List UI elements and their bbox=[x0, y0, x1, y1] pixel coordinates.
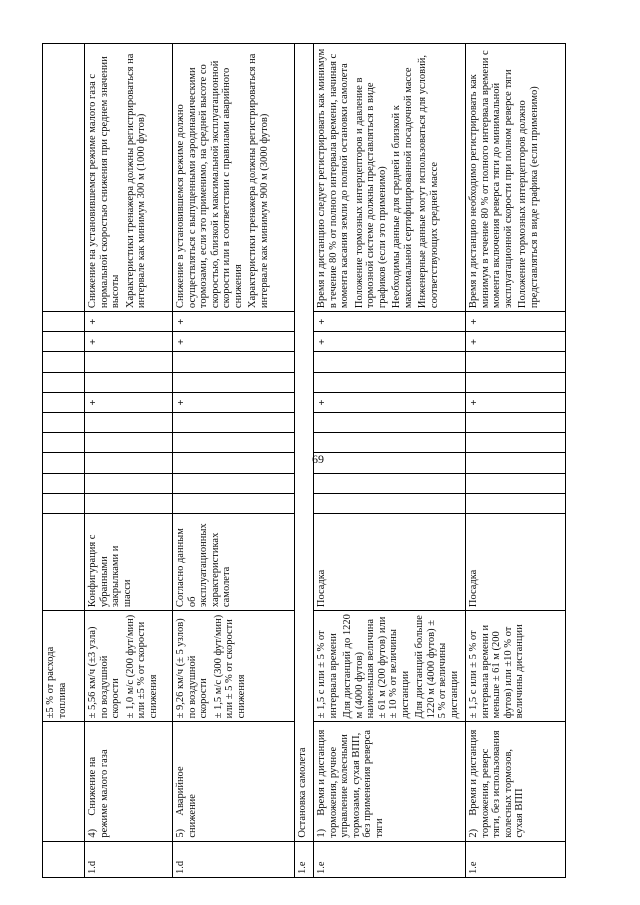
comment-text: Время и дистанцию следует регистрировать как минимум в течение 80 % от полного интервала времени, начиная с момента касания земли до полной остановки самолета bbox=[316, 48, 350, 309]
comment-text: Положение тормозных интерцепторов должно представляться в виде графика (если применимо) bbox=[517, 86, 540, 309]
comment-text: Положение тормозных интерцепторов и давление в тормозной системе должны представляться в виде графиков (если это применимо) bbox=[353, 77, 388, 309]
comment-cell bbox=[314, 44, 466, 312]
tolerance-cell bbox=[173, 611, 295, 722]
code-cell: 1.e bbox=[466, 841, 566, 877]
tolerance-text: ± 1,5 с или ± 5 % от интервала времени и меньше ± 61 м (200 футов) или ±10 % от величины дистанции bbox=[468, 624, 525, 719]
code-cell: 1.d bbox=[173, 841, 295, 877]
item-number: 5) bbox=[175, 828, 186, 838]
table-row bbox=[85, 44, 173, 878]
comment-text: Время и дистанцию необходимо регистрировать как минимум в течение 80 % от полного интервала времени с момента включения реверса тяги до минимальной эксплуатационной скорости при полном реверсе тяги bbox=[468, 50, 514, 309]
comment-text: Характеристики тренажера должны регистрироваться на интервале как минимум 300 м (1000 футов) bbox=[124, 53, 147, 309]
conditions-cell: Конфигурация с убранными закрылками и шасси bbox=[85, 514, 173, 611]
plus-mark: + bbox=[173, 332, 295, 352]
plus-mark: + bbox=[173, 312, 295, 332]
tolerance-text: ± 1,5 м/с (300 фут/мин) или ± 5 % от скорости снижения bbox=[212, 614, 247, 719]
table-row-continuation bbox=[43, 44, 85, 878]
rotated-table-page bbox=[42, 43, 542, 878]
conditions-cell: Посадка bbox=[314, 514, 466, 611]
section-title: Остановка самолета bbox=[295, 44, 314, 842]
tolerance-text: ±5 % от расхода топлива bbox=[45, 646, 68, 719]
table-row bbox=[314, 44, 466, 878]
validation-test-table bbox=[42, 43, 566, 878]
test-name-cell bbox=[466, 722, 566, 841]
conditions-cell: Согласно данным об эксплуатационных характеристиках самолета bbox=[173, 514, 295, 611]
code-cell: 1.e bbox=[295, 841, 314, 877]
test-name: Аварийное снижение bbox=[175, 766, 198, 838]
tolerance-cell bbox=[314, 611, 466, 722]
comment-text: Снижение на установившемся режиме малого газа с нормальной скоростью снижения при среднем значении высоты bbox=[87, 56, 121, 309]
tolerance-cell bbox=[85, 611, 173, 722]
comment-cell bbox=[43, 44, 85, 312]
plus-mark: + bbox=[466, 312, 566, 332]
tolerance-cell bbox=[43, 611, 85, 722]
plus-mark: + bbox=[466, 332, 566, 352]
tolerance-text: ± 9,26 км/ч (± 5 узлов) по воздушной скорости bbox=[175, 618, 209, 719]
comment-cell bbox=[85, 44, 173, 312]
item-number: 2) bbox=[468, 828, 479, 838]
test-name: Время и дистанция торможения, реверс тяги, без использования колесных тормозов, сухая ВПП bbox=[468, 729, 525, 838]
tolerance-text: ± 5,56 км/ч (±3 узла) по воздушной скорости bbox=[87, 626, 121, 719]
code-cell: 1.e bbox=[314, 841, 466, 877]
test-name-cell bbox=[43, 722, 85, 841]
table-row bbox=[466, 44, 566, 878]
plus-mark: + bbox=[314, 332, 466, 352]
test-name-cell bbox=[85, 722, 173, 841]
comment-cell bbox=[466, 44, 566, 312]
plus-mark: + bbox=[85, 332, 173, 352]
tolerance-cell bbox=[466, 611, 566, 722]
code-cell bbox=[43, 841, 85, 877]
plus-mark: + bbox=[85, 312, 173, 332]
tolerance-text: ± 1,0 м/с (200 фут/мин) или ±5 % от скорости снижения bbox=[124, 614, 159, 719]
table-row-section bbox=[295, 44, 314, 878]
item-number: 4) bbox=[87, 828, 98, 838]
plus-mark: + bbox=[314, 312, 466, 332]
code-cell: 1.d bbox=[85, 841, 173, 877]
test-name: Время и дистанция торможения, ручное управление колесными тормозами, сухая ВПП, без применения реверса тяги bbox=[316, 729, 385, 838]
comment-text: Необходимы данные для средней и близкой к максимальной сертифицированной посадочной массе bbox=[391, 67, 414, 309]
test-name-cell bbox=[173, 722, 295, 841]
test-name: Снижение на режиме малого газа bbox=[87, 749, 110, 838]
comment-text: Инженерные данные могут использоваться для условий, соответствующих средней массе bbox=[417, 55, 440, 309]
tolerance-text: ± 1,5 с или ± 5 % от интервала времени bbox=[316, 630, 339, 719]
plus-mark: + bbox=[173, 392, 295, 412]
plus-mark: + bbox=[314, 392, 466, 412]
table-row bbox=[173, 44, 295, 878]
tolerance-text: Для дистанций до 1220 м (4000 футов) наименьшая величина ± 61 м (200 футов) или ± 10 % от величины дистанции bbox=[342, 614, 411, 719]
comment-text: Снижение в установившемся режиме должно осуществляться с выпущенными аэродинамическими тормозами, если это применимо, на средней высоте со скоростью, близкой к максимальной эксплуатационной скорости или в соответствии с правилами аварийного снижения bbox=[175, 60, 244, 309]
item-number: 1) bbox=[316, 828, 327, 838]
page-number: 69 bbox=[312, 452, 324, 466]
conditions-cell: Посадка bbox=[466, 514, 566, 611]
plus-mark: + bbox=[85, 392, 173, 412]
comment-cell bbox=[173, 44, 295, 312]
comment-text: Характеристики тренажера должны регистрироваться на интервале как минимум 900 м (3000 футов) bbox=[247, 53, 270, 309]
tolerance-text: Для дистанций больше 1220 м (4000 футов) ± 5 % от величины дистанции bbox=[414, 615, 460, 719]
plus-mark: + bbox=[466, 392, 566, 412]
test-name-cell bbox=[314, 722, 466, 841]
